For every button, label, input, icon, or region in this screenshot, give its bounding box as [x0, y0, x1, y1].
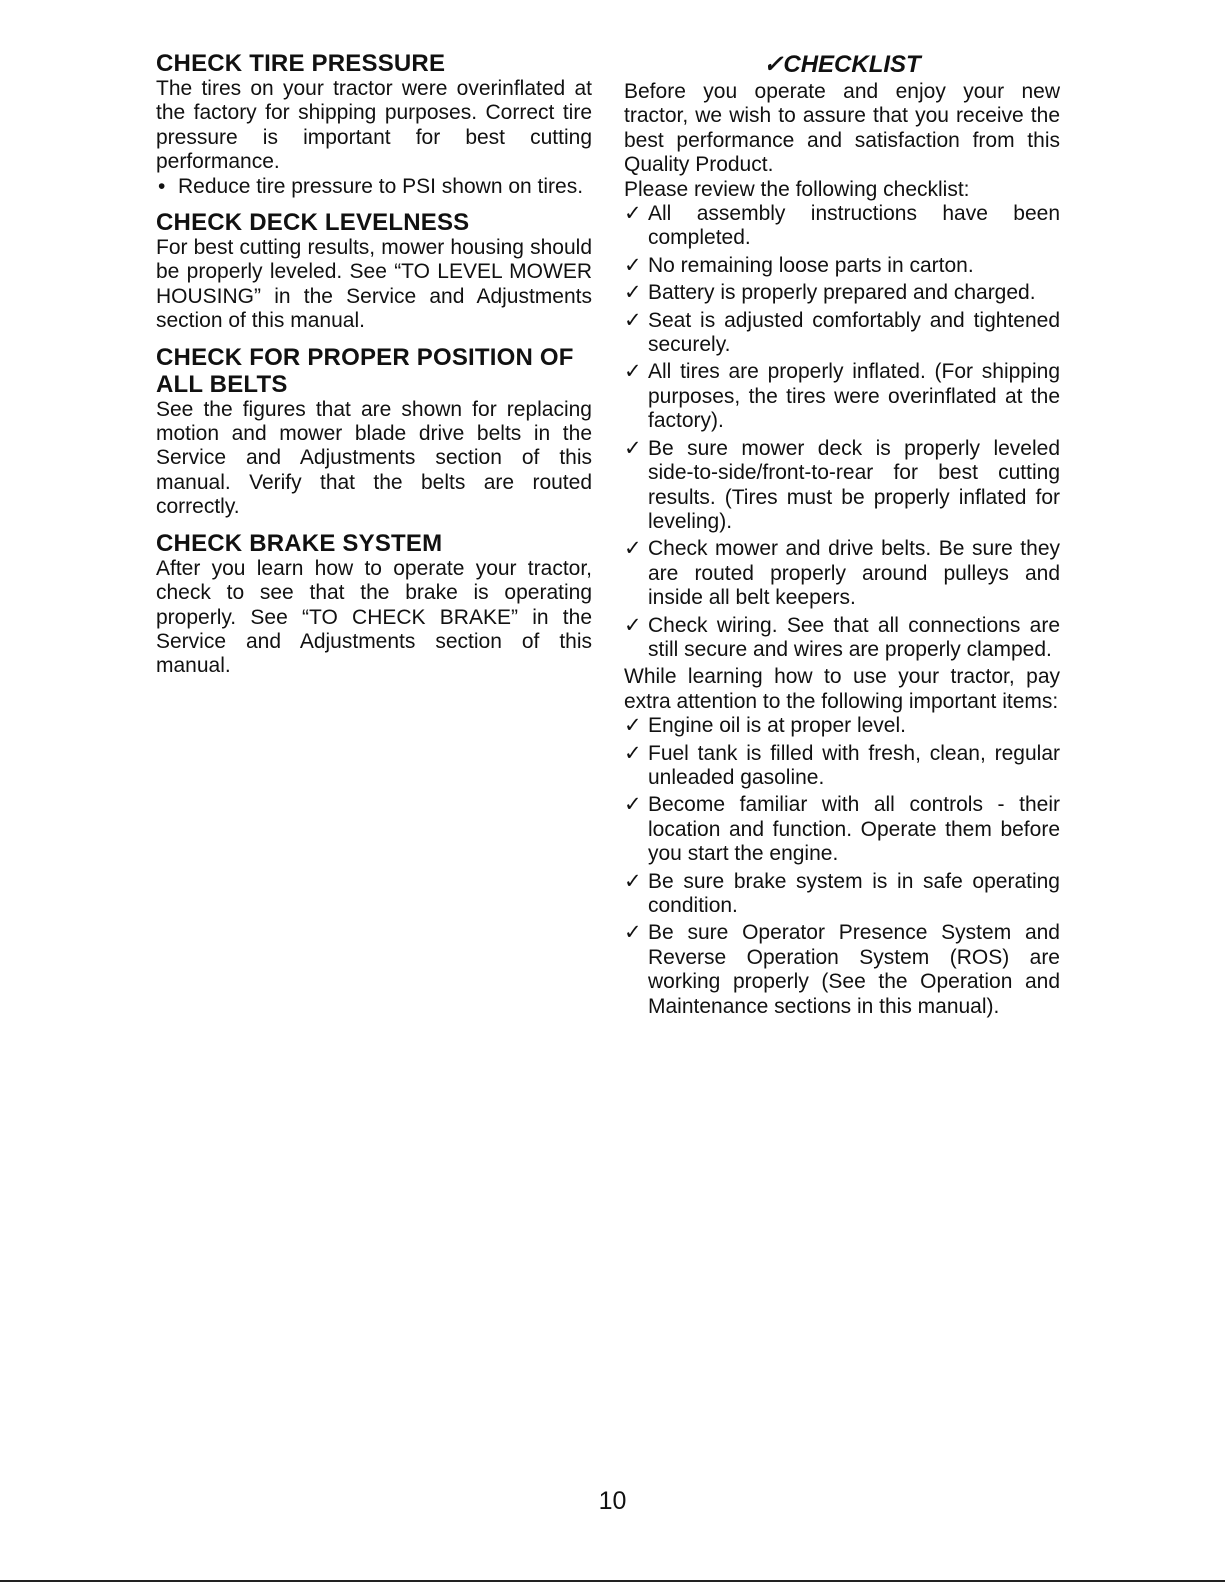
- checklist-item: [624, 360, 1060, 433]
- check-mark-icon: ✓: [624, 436, 642, 460]
- bullet-icon: •: [158, 174, 166, 198]
- check-mark-icon: ✓: [624, 308, 642, 332]
- checklist-item: [624, 254, 1060, 278]
- checklist-item-text: Battery is properly prepared and charged.: [648, 281, 1036, 305]
- important-item-text: Be sure Operator Presence System and Reverse Operation System (ROS) are working properly (See the Operation and Maintenance sections in this manual).: [648, 921, 1060, 1018]
- important-item: [624, 714, 1060, 738]
- checklist-title: ✓CHECKLIST: [763, 51, 921, 78]
- bottom-rule: [0, 1580, 1225, 1582]
- important-items: [624, 714, 1060, 1019]
- check-mark-icon: ✓: [624, 714, 642, 738]
- important-item: [624, 870, 1060, 919]
- checklist-item-text: Seat is adjusted comfortably and tightened securely.: [648, 308, 1060, 357]
- check-mark-icon: ✓: [624, 202, 642, 226]
- section-brake-system: [156, 530, 592, 679]
- checklist-intro: Before you operate and enjoy your new tractor, we wish to assure that you receive the best performance and satisfaction from this Quality Product.: [624, 80, 1060, 177]
- important-item-text: Fuel tank is filled with fresh, clean, regular unleaded gasoline.: [648, 741, 1060, 789]
- section-body: See the figures that are shown for replacing motion and mower blade drive belts in the Service and Adjustments section of this manual. Verify that the belts are routed correctly.: [156, 397, 592, 519]
- bullet-text: Reduce tire pressure to PSI shown on tires.: [178, 174, 584, 198]
- check-mark-icon: ✓: [624, 253, 642, 277]
- review-prompt: Please review the following checklist:: [624, 177, 970, 201]
- checklist-item-text: All assembly instructions have been completed.: [648, 202, 1060, 250]
- section-deck-levelness: [156, 209, 592, 334]
- checklist-item-text: Be sure mower deck is properly leveled side-to-side/front-to-rear for best cutting results. (Tires must be properly inflated for leveling).: [648, 436, 1060, 533]
- section-belts: [156, 344, 592, 520]
- section-heading: CHECK DECK LEVELNESS: [156, 209, 470, 237]
- checklist-item-text: Check wiring. See that all connections are still secure and wires are properly clamped.: [648, 613, 1060, 661]
- check-mark-icon: ✓: [624, 921, 642, 945]
- section-tire-pressure: [156, 50, 592, 199]
- checklist-item: [624, 281, 1060, 305]
- important-item-text: Engine oil is at proper level.: [648, 714, 906, 738]
- checklist-item: [624, 202, 1060, 251]
- checklist-item: [624, 437, 1060, 535]
- section-heading: CHECK BRAKE SYSTEM: [156, 529, 443, 557]
- checklist-item: [624, 614, 1060, 663]
- bullet-item: [156, 175, 592, 199]
- checklist: [624, 202, 1060, 662]
- important-item-text: Become familiar with all controls - their location and function. Operate them before you start the engine.: [648, 793, 1060, 866]
- checklist-item: [624, 309, 1060, 358]
- right-column: [624, 50, 1060, 1022]
- learning-prompt: While learning how to use your tractor, pay extra attention to the following important items:: [624, 665, 1060, 713]
- left-column: [156, 50, 592, 679]
- checklist-item: [624, 537, 1060, 610]
- important-item: [624, 921, 1060, 1019]
- important-item: [624, 742, 1060, 791]
- check-mark-icon: ✓: [624, 281, 642, 305]
- check-mark-icon: ✓: [624, 613, 642, 637]
- section-body: After you learn how to operate your tractor, check to see that the brake is operating properly. See “TO CHECK BRAKE” in the Service and Adjustments section of this manual.: [156, 556, 592, 678]
- page-number: 10: [598, 1487, 627, 1515]
- section-heading: CHECK TIRE PRESSURE: [156, 50, 446, 77]
- check-mark-icon: ✓: [624, 537, 642, 561]
- important-item: [624, 793, 1060, 866]
- section-heading: CHECK FOR PROPER POSITION OF ALL BELTS: [156, 343, 574, 398]
- check-mark-icon: ✓: [624, 741, 642, 765]
- check-mark-icon: ✓: [624, 793, 642, 817]
- section-body: The tires on your tractor were overinflated at the factory for shipping purposes. Correct tire pressure is important for best cutting performance.: [156, 77, 592, 174]
- important-item-text: Be sure brake system is in safe operating condition.: [648, 869, 1060, 917]
- section-body: For best cutting results, mower housing should be properly leveled. See “TO LEVEL MOWER HOUSING” in the Service and Adjustments section of this manual.: [156, 236, 592, 333]
- checklist-item-text: No remaining loose parts in carton.: [648, 253, 974, 277]
- check-mark-icon: ✓: [624, 360, 642, 384]
- checklist-item-text: Check mower and drive belts. Be sure they are routed properly around pulleys and inside all belt keepers.: [648, 537, 1060, 610]
- check-mark-icon: ✓: [624, 869, 642, 893]
- checklist-item-text: All tires are properly inflated. (For shipping purposes, the tires were overinflated at the factory).: [648, 360, 1060, 433]
